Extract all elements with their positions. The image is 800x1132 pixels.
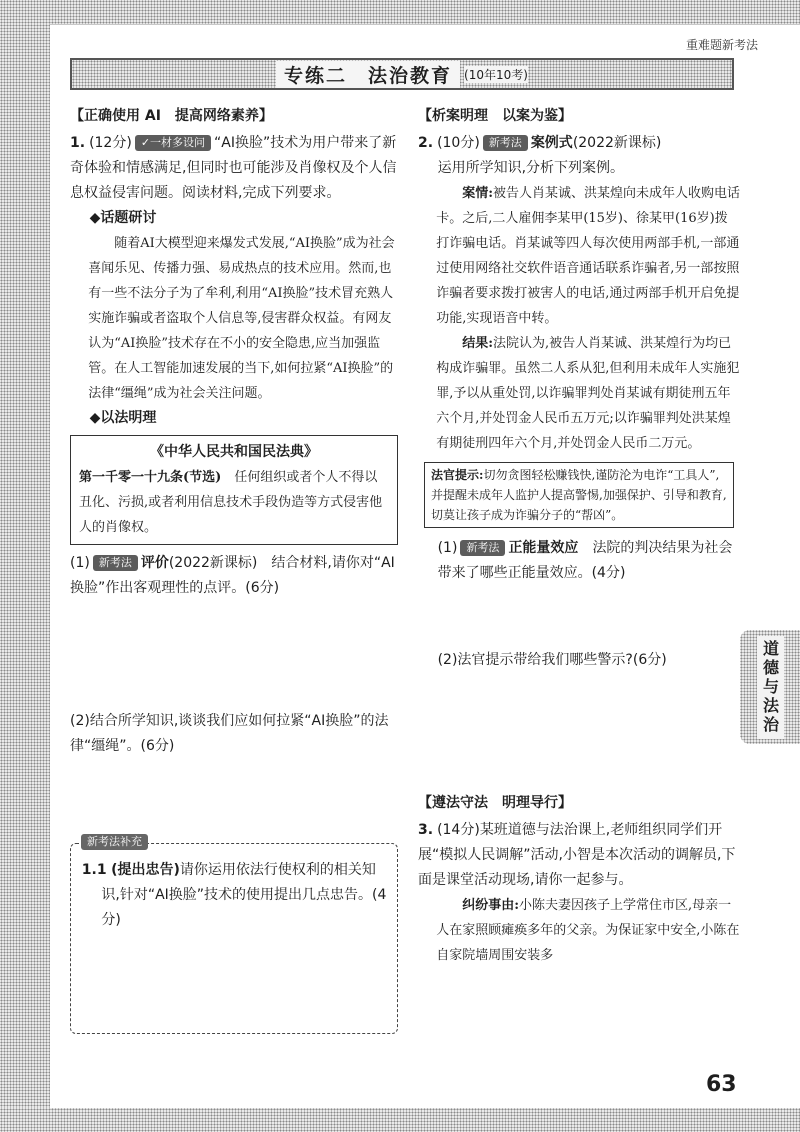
top-scan-strip (0, 0, 800, 25)
question-3-stem: 某班道德与法治课上,老师组织同学们开展“模拟人民调解”活动,小智是本次活动的调解员,下面是课堂活动现场,请你一起参与。 (418, 822, 736, 888)
q1-part1-kind: 评价 (140, 555, 169, 571)
question-2-number: 2. (418, 135, 434, 151)
question-2-part-2: (2)法官提示带给我们哪些警示?(6分) (437, 652, 667, 668)
question-3-score: (14分) (437, 822, 480, 838)
result-text: 法院认为,被告人肖某诚、洪某煌行为均已构成诈骗罪。虽然二人系从犯,但利用未成年人实施犯罪,予以从重处罚,以诈骗罪判处肖某诚有期徒刑五年六个月,并处罚金人民币五万元;以诈骗罪判处洪某煌有期徒刑四年六个月,并处罚金人民币二万元。 (436, 336, 740, 451)
dispute-text: 小陈夫妻因孩子上学常住市区,母亲一人在家照顾瘫痪多年的父亲。为保证家中安全,小陈在自家院墙周围安装多 (436, 898, 740, 963)
judge-hint-box (424, 462, 734, 528)
dispute-heading: 纠纷事由: (462, 898, 519, 913)
result-heading: 结果: (462, 336, 493, 351)
question-1-number: 1. (70, 135, 86, 151)
question-1-part-2: (2)结合所学知识,谈谈我们应如何拉紧“AI换脸”的法律“缰绳”。(6分) (70, 713, 389, 754)
law-article: 第一千零一十九条(节选) (79, 470, 222, 485)
question-2-part-1 (418, 536, 740, 586)
law-heading: ◆以法明理 (89, 410, 157, 426)
q1-part1-text: (2022新课标) 结合材料,请你对“AI换脸”作出客观理性的点评。(6分) (70, 555, 395, 596)
question-2-stem: 运用所学知识,分析下列案例。 (437, 160, 625, 176)
question-1-score: (12分) (89, 135, 132, 151)
judge-hint-text: 切勿贪图轻松赚钱快,谨防沦为电诈“工具人”,并提醒未成年人监护人提高警惕,加强保护、引导和教育,切莫让孩子成为诈骗分子的“帮凶”。 (431, 468, 727, 522)
page-number: 63 (706, 1072, 737, 1097)
q1-part1-tag: 新考法 (93, 555, 138, 571)
series-header: 重难题新考法 (685, 38, 758, 52)
subject-side-tab (740, 630, 800, 744)
question-2-kind: 案例式 (530, 135, 573, 151)
left-column (70, 104, 398, 1034)
question-1-tag: ✓一材多设问 (135, 135, 211, 151)
supplement-box (70, 835, 398, 1034)
answer-space-supplement (79, 933, 389, 1025)
dispute-paragraph (418, 893, 740, 968)
supplement-number: 1.1 (81, 862, 107, 878)
supplement-label: 新考法补充 (81, 834, 148, 850)
page-subtitle: (10年10考) (464, 67, 528, 82)
law-excerpt-box (70, 435, 398, 545)
question-3 (418, 818, 740, 893)
right-column (418, 104, 740, 968)
section-heading-3: 【遵法守法 明理导行】 (418, 795, 572, 811)
bottom-scan-strip (0, 1108, 800, 1132)
answer-space-q1-1 (70, 601, 398, 709)
q2-part1-number: (1) (437, 540, 458, 556)
question-1 (70, 131, 398, 206)
section-heading-1: 【正确使用 AI 提高网络素养】 (70, 108, 273, 124)
question-2 (418, 131, 740, 156)
q1-part1-number: (1) (70, 555, 90, 571)
topic-text: 随着AI大模型迎来爆发式发展,“AI换脸”成为社会喜闻乐见、传播力强、易成热点的技术应用。然而,也有一些不法分子为了牟利,利用“AI换脸”技术冒充熟人实施诈骗或者盗取个人信息等,侵害群众权益。有网友认为“AI换脸”技术存在不小的安全隐患,应当加强监管。在人工智能加速发展的当下,如何拉紧“AI换脸”的法律“缰绳”成为社会关注问题。 (88, 236, 395, 401)
left-scan-strip (0, 0, 50, 1132)
supplement-text: 请你运用依法行使权利的相关知识,针对“AI换脸”技术的使用提出几点忠告。(4分) (101, 862, 387, 928)
case-heading: 案情: (462, 186, 493, 201)
law-text: 任何组织或者个人不得以丑化、污损,或者利用信息技术手段伪造等方式侵害他人的肖像权。 (79, 470, 383, 535)
case-paragraph (418, 181, 740, 331)
law-title: 《中华人民共和国民法典》 (150, 444, 318, 460)
question-1-part-1 (70, 551, 398, 601)
page-title: 专练二 法治教育 (276, 61, 460, 88)
question-1-stem: “AI换脸”技术为用户带来了新奇体验和情感满足,但同时也可能涉及肖像权及个人信息权益侵害问题。阅读材料,完成下列要求。 (70, 135, 397, 201)
supplement-head: (提出忠告) (111, 862, 180, 878)
judge-hint-heading: 法官提示: (431, 468, 484, 482)
result-paragraph (418, 331, 740, 456)
question-2-kind-note: (2022新课标) (572, 135, 662, 151)
answer-space-q2-2 (418, 673, 740, 791)
topic-heading: ◆话题研讨 (89, 210, 157, 226)
question-2-tag: 新考法 (483, 135, 528, 151)
question-3-number: 3. (418, 822, 434, 838)
question-2-score: (10分) (437, 135, 480, 151)
section-heading-2: 【析案明理 以案为鉴】 (418, 108, 572, 124)
subject-label: 道德与法治 (757, 636, 784, 739)
q2-part1-kind: 正能量效应 (508, 540, 579, 556)
answer-space-q2-1 (418, 586, 740, 648)
title-band (70, 58, 734, 90)
case-text: 被告人肖某诚、洪某煌向未成年人收购电话卡。之后,二人雇佣李某甲(15岁)、徐某甲(16岁)拨打诈骗电话。肖某诚等四人每次使用两部手机,一部通过使用网络社交软件语音通话联系诈骗者,另一部按照诈骗者要求拨打被害人的电话,通过两部手机开启免提功能,实现语音中转。 (436, 186, 741, 326)
q2-part1-tag: 新考法 (460, 540, 505, 556)
q2-part1-text: 法院的判决结果为社会带来了哪些正能量效应。(4分) (437, 540, 733, 581)
answer-space-q1-2 (70, 759, 398, 829)
